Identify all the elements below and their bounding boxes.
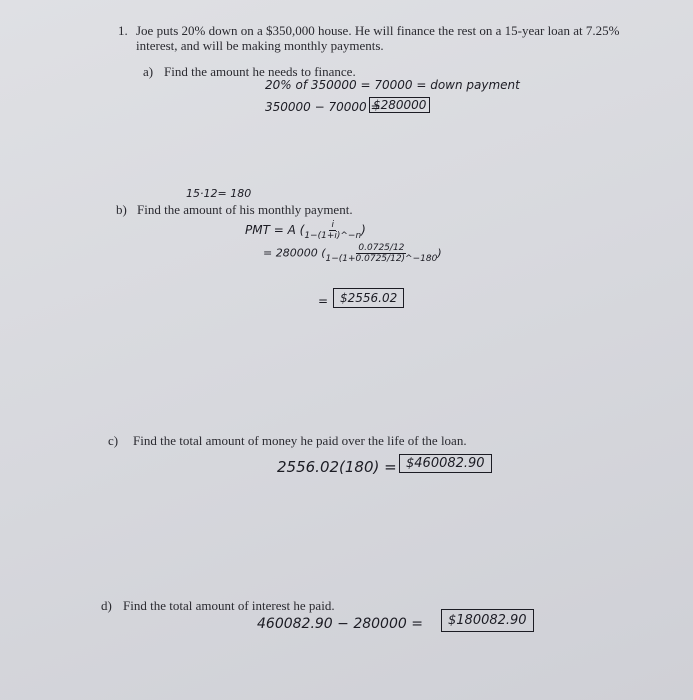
part-c-answer-box: $460082.90: [399, 454, 492, 473]
problem-line-2: interest, and will be making monthly payments.: [136, 38, 384, 53]
pmt-substitution: = 280000 ( $\frac{0.0725/12}{1-(1+0.0725/12)\^{}-180}$ ): [263, 243, 442, 264]
part-b-note: 15·12= 180: [186, 187, 252, 200]
part-a-question: Find the amount he needs to finance.: [164, 64, 356, 79]
part-d-answer-box: $180082.90: [441, 609, 534, 632]
part-c-label: c): [108, 433, 119, 448]
den-rate-bottom: 12: [390, 254, 402, 264]
pmt-substitution-numerator: 0.0725/12: [358, 243, 405, 253]
pmt-formula-numerator: i: [331, 220, 334, 230]
den-rate-top: 0.0725: [355, 254, 388, 264]
den-prefix: 1−(1+: [325, 254, 356, 264]
pmt-formula: PMT = A ( $\frac{i}{1-(1+i)\^{}-n}$ ): [245, 220, 366, 241]
rate-bottom: 12: [392, 243, 405, 253]
part-a-answer-box: $280000: [369, 97, 430, 113]
pmt-formula-lhs: PMT = A (: [245, 223, 305, 237]
part-b-answer-box: $2556.02: [333, 288, 404, 308]
problem-number: 1.: [118, 23, 128, 38]
problem-line-1: Joe puts 20% down on a $350,000 house. He will finance the rest on a 15-year loan at 7.25%: [136, 23, 620, 38]
part-b-question: Find the amount of his monthly payment.: [137, 202, 353, 217]
pmt-substitution-prefix: = 280000 (: [263, 246, 326, 260]
part-a-work-line-2: 350000 − 70000 =: [265, 100, 381, 114]
part-a-label: a): [143, 64, 154, 79]
pmt-formula-fraction: [304, 220, 361, 241]
part-b-answer-prefix: =: [318, 294, 329, 308]
part-b-label: b): [116, 202, 127, 217]
part-c-work: 2556.02(180) =: [277, 458, 397, 476]
den-suffix: )^−180: [401, 254, 438, 264]
part-a-work-line-1: 20% of 350000 = 70000 = down payment: [265, 78, 520, 92]
part-d-label: d): [101, 598, 112, 613]
pmt-formula-denominator: 1−(1+i)^−n: [304, 231, 362, 241]
rate-top: 0.0725: [358, 243, 390, 253]
part-d-question: Find the total amount of interest he paid.: [123, 598, 335, 613]
pmt-substitution-fraction: [326, 243, 438, 264]
part-d-work: 460082.90 − 280000 =: [257, 616, 423, 632]
part-c-question: Find the total amount of money he paid over the life of the loan.: [133, 433, 467, 448]
pmt-substitution-denominator: 1−(1+0.0725/12)^−180: [325, 254, 438, 264]
